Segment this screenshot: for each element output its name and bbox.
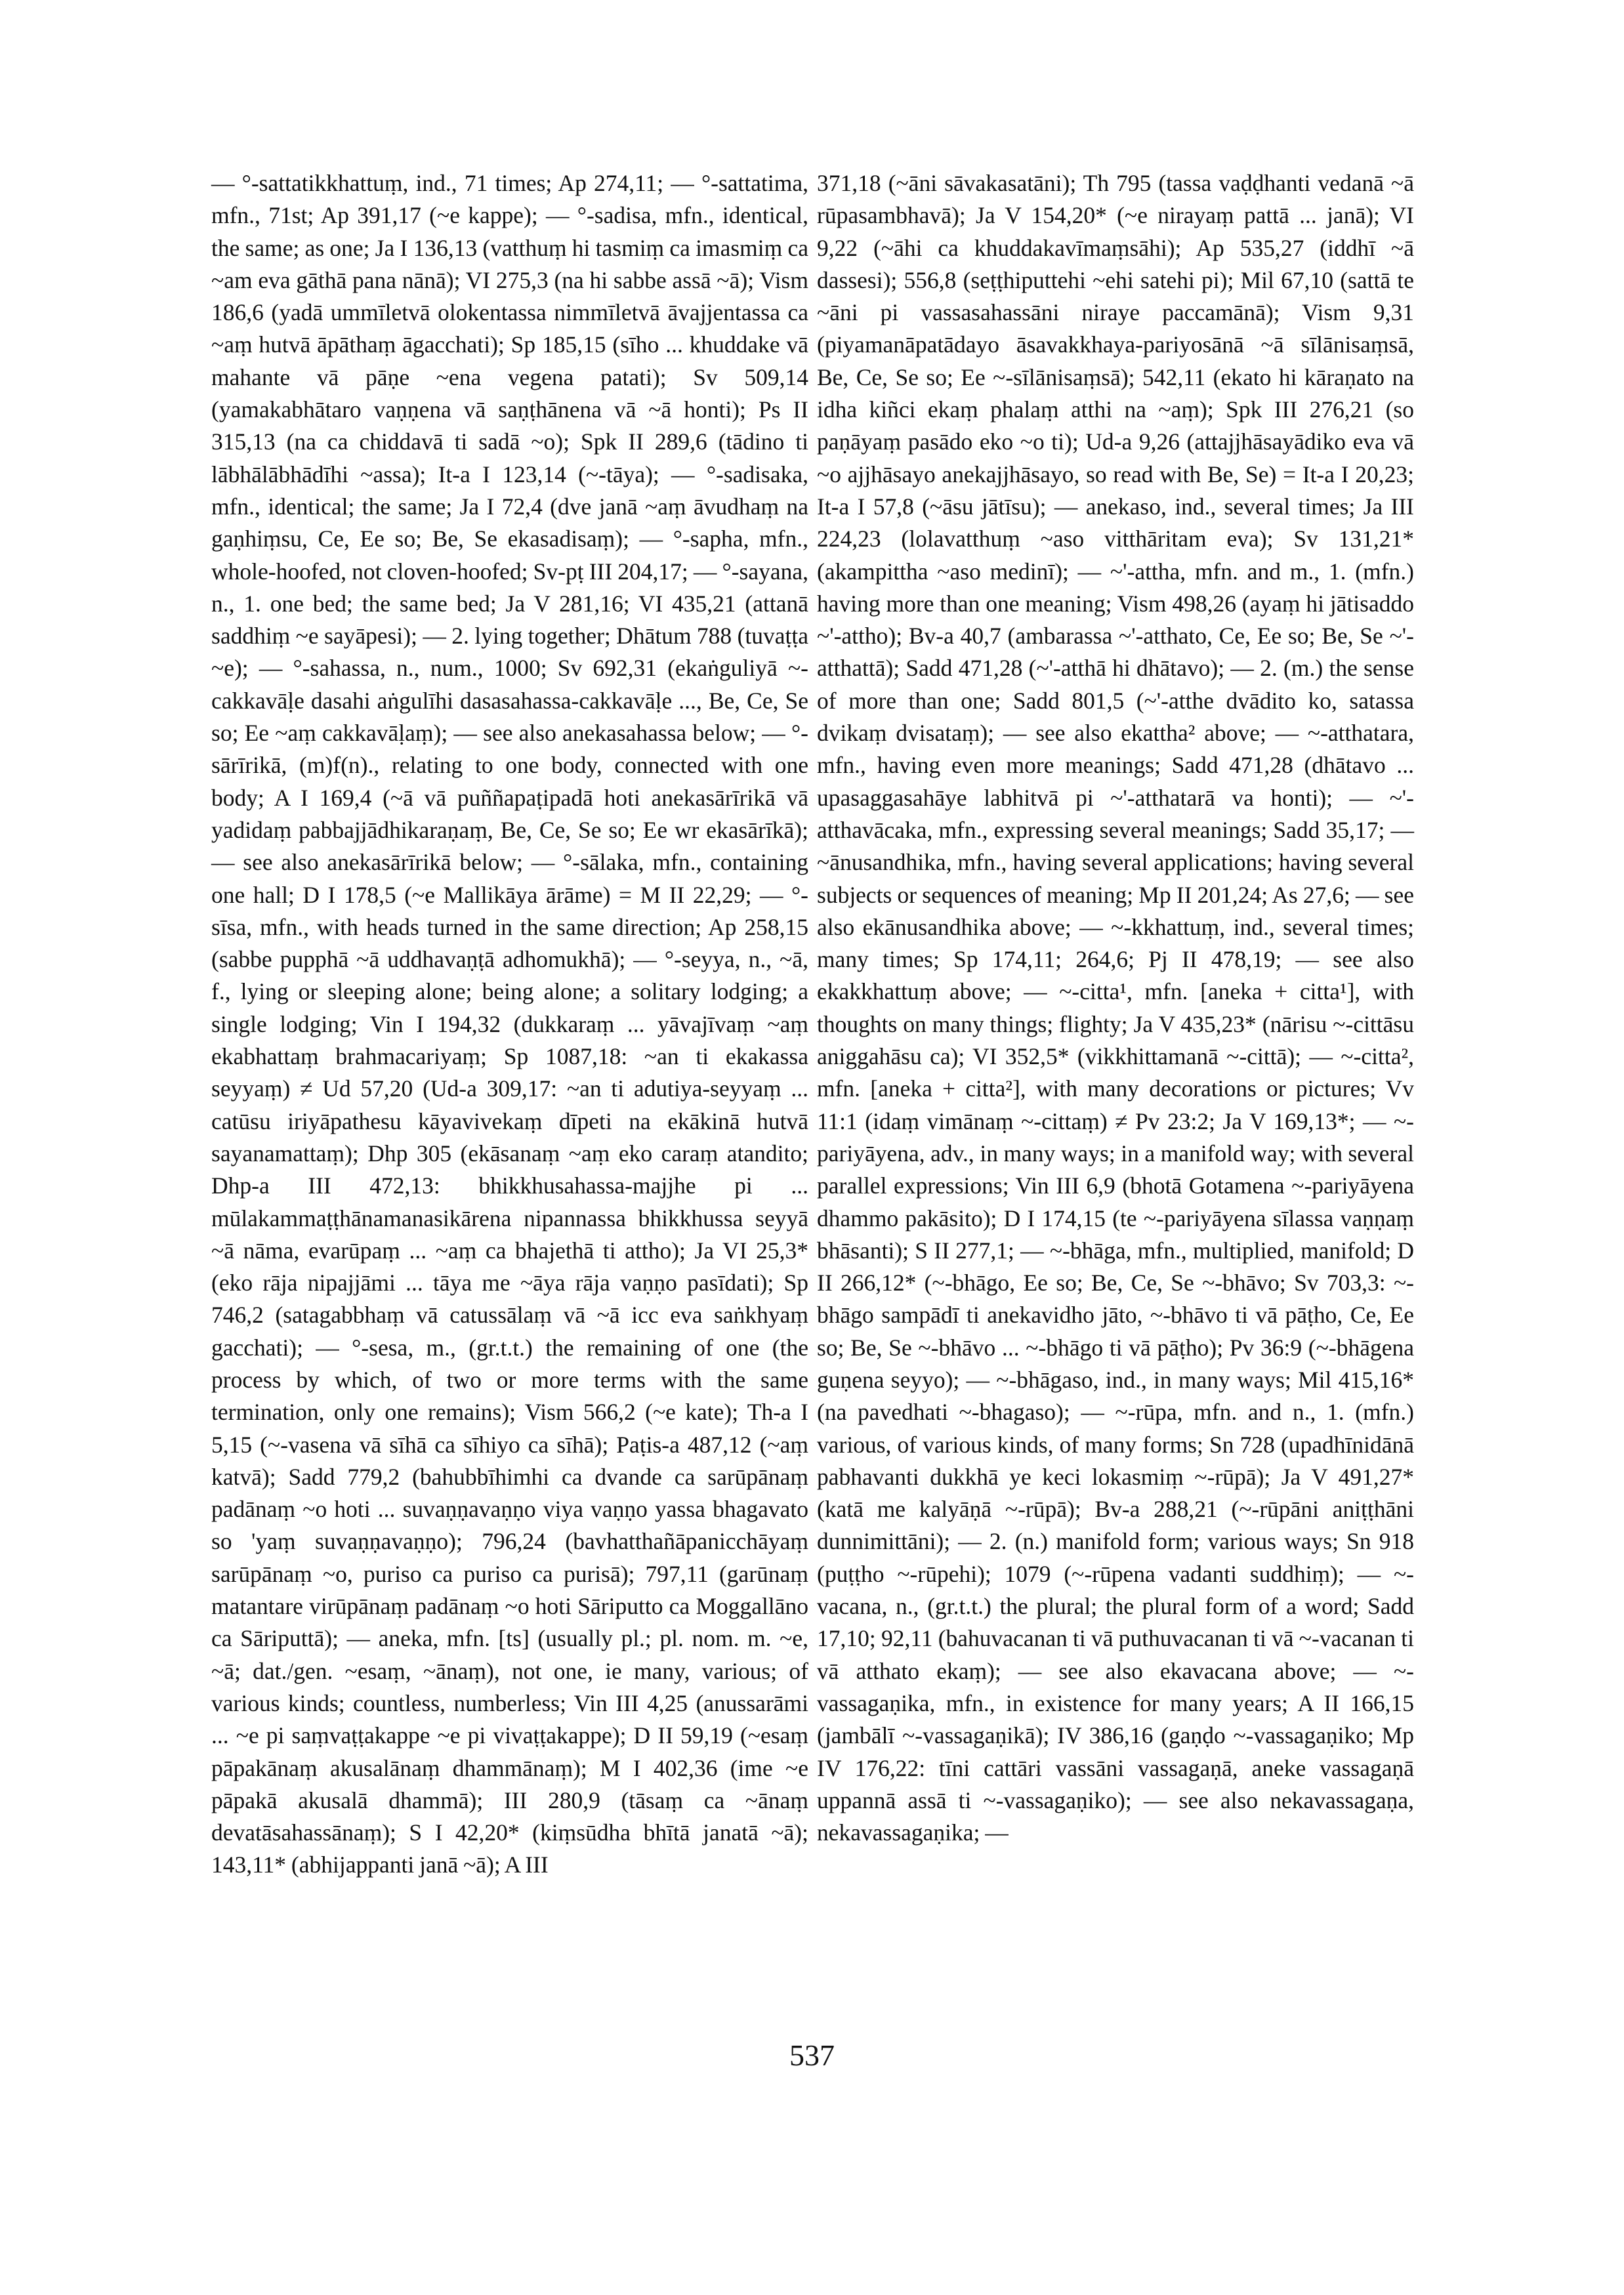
left-column — [211, 167, 808, 1882]
right-column — [817, 167, 1414, 1849]
left-column-text: — °-sattatikkhattuṃ, ind., 71 times; Ap 274,11; — °-sattatima, mfn., 71st; Ap 391,17 (~e kappe); — °-sadisa, mfn., identical, the same; as one; Ja I 136,13 (vatthuṃ hi tasmiṃ ca imasmiṃ ca ~am eva gāthā pana nānā); VI 275,3 (na hi sabbe assā ~ā); Vism 186,6 (yadā ummīletvā olokentassa nimmīletvā āvajjentassa ca ~aṃ hutvā āpāthaṃ āgacchati); Sp 185,15 (sīho ... khuddake vā mahante vā pāṇe ~ena vegena patati); Sv 509,14 (yamakabhātaro vaṇṇena vā saṇṭhānena vā ~ā honti); Ps II 315,13 (na ca chiddavā ti sadā ~o); Spk II 289,6 (tādino ti lābhālābhādīhi ~assa); It-a I 123,14 (~-tāya); — °-sadisaka, mfn., identical; the same; Ja I 72,4 (dve janā ~aṃ āvudhaṃ na gaṇhiṃsu, Ce, Ee so; Be, Se ekasadisaṃ); — °-sapha, mfn., whole-hoofed, not cloven-hoofed; Sv-pṭ III 204,17; — °-sayana, n., 1. one bed; the same bed; Ja V 281,16; VI 435,21 (attanā saddhiṃ ~e sayāpesi); — 2. lying together; Dhātum 788 (tuvaṭṭa ~e); — °-sahassa, n., num., 1000; Sv 692,31 (ekaṅguliyā ~-cakkavāḷe dasahi aṅgulīhi dasasahassa-cakkavāḷe ..., Be, Ce, Se so; Ee ~aṃ cakkavāḷaṃ); — see also anekasahassa below; — °-sārīrikā, (m)f(n)., relating to one body, connected with one body; A I 169,4 (~ā vā puññapaṭipadā hoti anekasārīrikā vā yadidaṃ pabbajjādhikaraṇaṃ, Be, Ce, Se so; Ee wr ekasārīkā); — see also anekasārīrikā below; — °-sālaka, mfn., containing one hall; D I 178,5 (~e Mallikāya ārāme) = M II 22,29; — °-sīsa, mfn., with heads turned in the same direction; Ap 258,15 (sabbe pupphā ~ā uddhavaṇṭā adhomukhā); — °-seyya, n., ~ā, f., lying or sleeping alone; being alone; a solitary lodging; a single lodging; Vin I 194,32 (dukkaraṃ ... yāvajīvaṃ ~aṃ ekabhattaṃ brahmacariyaṃ; Sp 1087,18: ~an ti ekakassa seyyaṃ) ≠ Ud 57,20 (Ud-a 309,17: ~an ti adutiya-seyyaṃ ... catūsu iriyāpathesu kāyavivekaṃ dīpeti na ekākinā hutvā sayanamattaṃ); Dhp 305 (ekāsanaṃ ~aṃ eko caraṃ atandito; Dhp-a III 472,13: bhikkhusahassa-majjhe pi ... mūlakammaṭṭhānamanasikārena nipannassa bhikkhussa seyyā ~ā nāma, evarūpaṃ ... ~aṃ ca bhajethā ti attho); Ja VI 25,3* (eko rāja nipajjāmi ... tāya me ~āya rāja vaṇṇo pasīdati); Sp 746,2 (satagabbhaṃ vā catussālaṃ vā ~ā icc eva saṅkhyaṃ gacchati); — °-sesa, m., (gr.t.t.) the remaining of one (the process by which, of two or more terms with the same termination, only one remains); Vism 566,2 (~e kate); Th-a I 5,15 (~-vasena vā sīhā ca sīhiyo ca sīhā); Paṭis-a 487,12 (~aṃ katvā); Sadd 779,2 (bahubbīhimhi ca dvande ca sarūpānaṃ padānaṃ ~o hoti ... suvaṇṇavaṇṇo viya vaṇṇo yassa bhagavato so 'yaṃ suvaṇṇavaṇṇo); 796,24 (bavhatthañāpanicchāyaṃ sarūpānaṃ ~o, puriso ca puriso ca purisā); 797,11 (garūnaṃ matantare virūpānaṃ padānaṃ ~o hoti Sāriputto ca Moggallāno ca Sāriputtā); — aneka, mfn. [ts] (usually pl.; pl. nom. m. ~e, ~ā; dat./gen. ~esaṃ, ~ānaṃ), not one, ie many, various; of various kinds; countless, numberless; Vin III 4,25 (anussarāmi ... ~e pi saṃvaṭṭakappe ~e pi vivaṭṭakappe); D II 59,19 (~esaṃ pāpakānaṃ akusalānaṃ dhammānaṃ); M I 402,36 (ime ~e pāpakā akusalā dhammā); III 280,9 (tāsaṃ ca ~ānaṃ devatāsahassānaṃ); S I 42,20* (kiṃsūdha bhītā janatā ~ā); 143,11* (abhijappanti janā ~ā); A III — [211, 170, 808, 1878]
page-number: 537 — [789, 2038, 835, 2072]
right-column-text: 371,18 (~āni sāvakasatāni); Th 795 (tassa vaḍḍhanti vedanā ~ā rūpasambhavā); Ja V 154,20* (~e nirayaṃ pattā ... janā); VI 9,22 (~āhi ca khuddakavīmaṃsāhi); Ap 535,27 (iddhī ~ā dassesi); 556,8 (seṭṭhiputtehi ~ehi satehi pi); Mil 67,10 (sattā te ~āni pi vassasahassāni niraye paccamānā); Vism 9,31 (piyamanāpatādayo āsavakkhaya-pariyosānā ~ā sīlānisaṃsā, Be, Ce, Se so; Ee ~-sīlānisaṃsā); 542,11 (ekato hi kāraṇato na idha kiñci ekaṃ phalaṃ atthi na ~aṃ); Spk III 276,21 (so paṇāyaṃ pasādo eko ~o ti); Ud-a 9,26 (attajjhāsayādiko eva vā ~o ajjhāsayo anekajjhāsayo, so read with Be, Se) = It-a I 20,23; It-a I 57,8 (~āsu jātīsu); — anekaso, ind., several times; Ja III 224,23 (lolavatthuṃ ~aso vitthāritam eva); Sv 131,21* (akampittha ~aso medinī); — ~'-attha, mfn. and m., 1. (mfn.) having more than one meaning; Vism 498,26 (ayaṃ hi jātisaddo ~'-attho); Bv-a 40,7 (ambarassa ~'-atthato, Ce, Ee so; Be, Se ~'-atthattā); Sadd 471,28 (~'-atthā hi dhātavo); — 2. (m.) the sense of more than one; Sadd 801,5 (~'-atthe dvādito ko, satassa dvikaṃ dvisataṃ); — see also ekattha² above; — ~-atthatara, mfn., having even more meanings; Sadd 471,28 (dhātavo ... upasaggasahāye labhitvā pi ~'-atthatarā va honti); — ~'-atthavācaka, mfn., expressing several meanings; Sadd 35,17; — ~ānusandhika, mfn., having several applications; having several subjects or sequences of meaning; Mp II 201,24; As 27,6; — see also ekānusandhika above; — ~-kkhattuṃ, ind., several times; many times; Sp 174,11; 264,6; Pj II 478,19; — see also ekakkhattuṃ above; — ~-citta¹, mfn. [aneka + citta¹], with thoughts on many things; flighty; Ja V 435,23* (nārisu ~-cittāsu aniggahāsu ca); VI 352,5* (vikkhittamanā ~-cittā); — ~-citta², mfn. [aneka + citta²], with many decorations or pictures; Vv 11:1 (idaṃ vimānaṃ ~-cittaṃ) ≠ Pv 23:2; Ja V 169,13*; — ~-pariyāyena, adv., in many ways; in a manifold way; with several parallel expressions; Vin III 6,9 (bhotā Gotamena ~-pariyāyena dhammo pakāsito); D I 174,15 (te ~-pariyāyena sīlassa vaṇṇaṃ bhāsanti); S II 277,1; — ~-bhāga, mfn., multiplied, manifold; D II 266,12* (~-bhāgo, Ee so; Be, Ce, Se ~-bhāvo; Sv 703,3: ~-bhāgo sampādī ti anekavidho jāto, ~-bhāvo ti vā pāṭho, Ce, Ee so; Be, Se ~-bhāvo ... ~-bhāgo ti vā pāṭho); Pv 36:9 (~-bhāgena guṇena seyyo); — ~-bhāgaso, ind., in many ways; Mil 415,16* (na pavedhati ~-bhagaso); — ~-rūpa, mfn. and n., 1. (mfn.) various, of various kinds, of many forms; Sn 728 (upadhīnidānā pabhavanti dukkhā ye keci lokasmiṃ ~-rūpā); Ja V 491,27* (katā me kalyāṇā ~-rūpā); Bv-a 288,21 (~-rūpāni aniṭṭhāni dunnimittāni); — 2. (n.) manifold form; various ways; Sn 918 (puṭṭho ~-rūpehi); 1079 (~-rūpena vadanti suddhiṃ); — ~-vacana, n., (gr.t.t.) the plural; the plural form of a word; Sadd 17,10; 92,11 (bahuvacanan ti vā puthuvacanan ti vā ~-vacanan ti vā atthato ekaṃ); — see also ekavacana above; — ~-vassagaṇika, mfn., in existence for many years; A II 166,15 (jambālī ~-vassagaṇikā); IV 386,16 (gaṇḍo ~-vassagaṇiko; Mp IV 176,22: tīni cattāri vassāni vassagaṇā, aneke vassagaṇā uppannā assā ti ~-vassagaṇiko); — see also nekavassagaṇa, nekavassagaṇika; — — [817, 170, 1414, 1846]
